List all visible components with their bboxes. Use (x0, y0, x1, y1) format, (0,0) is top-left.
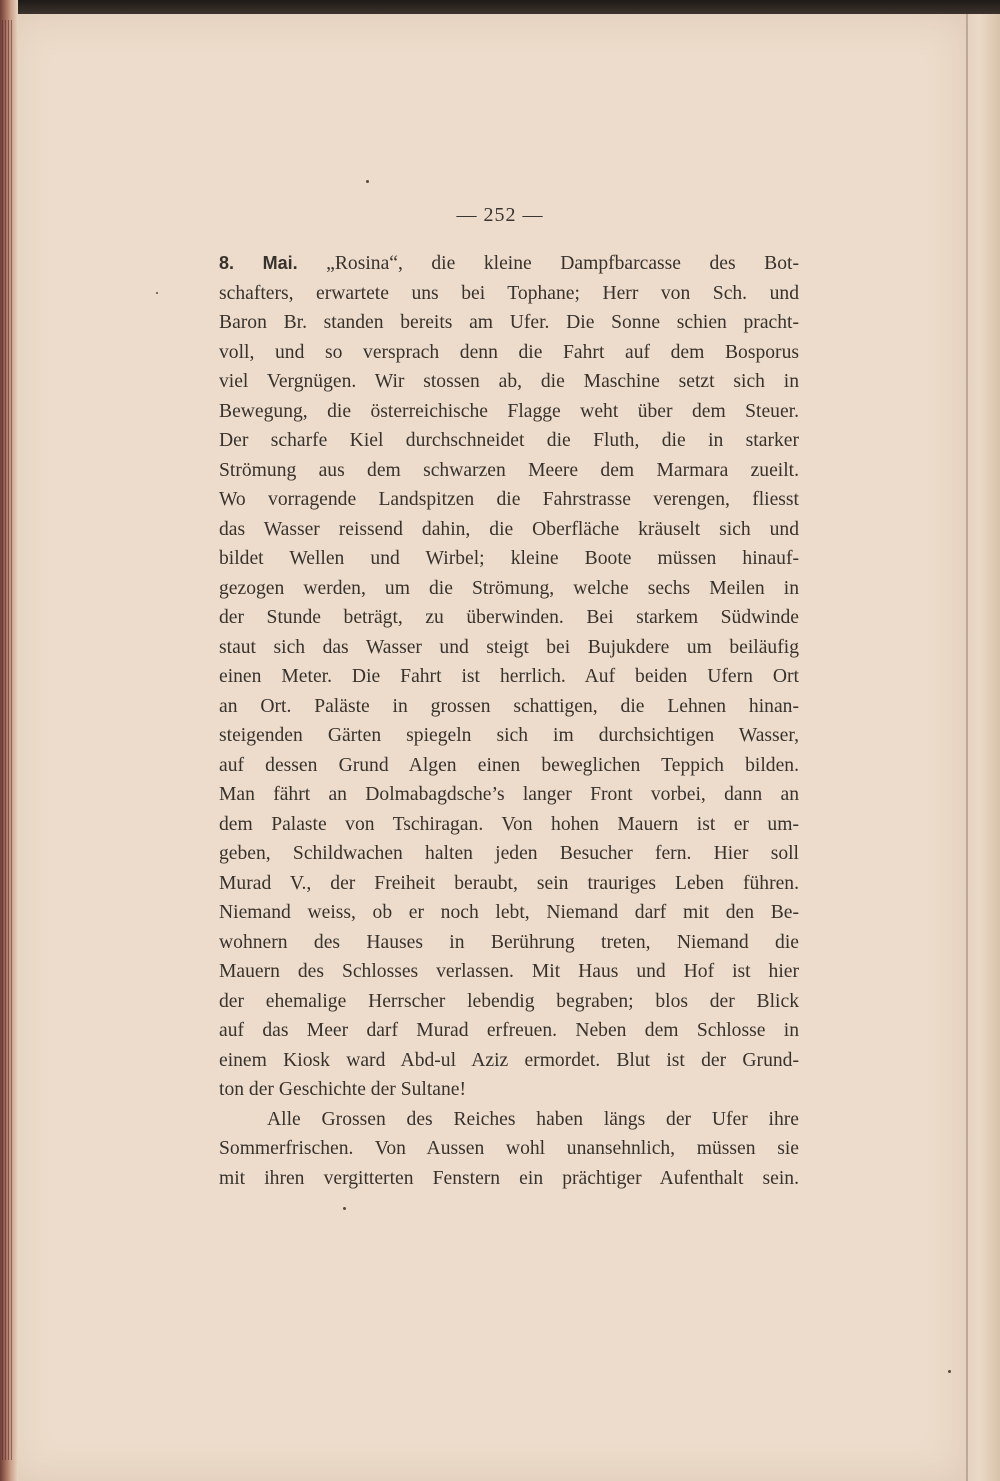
text-line: Murad V., der Freiheit beraubt, sein trauriges Leben führen. (219, 872, 799, 894)
text-line: einen Meter. Die Fahrt ist herrlich. Auf beiden Ufern Ort (219, 666, 799, 687)
text-line: Der scharfe Kiel durchschneidet die Fluth, die in starker (219, 430, 799, 451)
text-line: dem Palaste von Tschiragan. Von hohen Mauern ist er um- (219, 813, 799, 835)
text-line: ton der Geschichte der Sultane! (219, 1079, 467, 1100)
text-line: viel Vergnügen. Wir stossen ab, die Maschine setzt sich in (219, 371, 799, 392)
text-line: steigenden Gärten spiegeln sich im durchsichtigen Wasser, (219, 725, 799, 746)
text-line: an Ort. Paläste in grossen schattigen, die Lehnen hinan- (219, 695, 799, 717)
date-heading: 8. Mai. (219, 253, 298, 273)
text-line: bildet Wellen und Wirbel; kleine Boote müssen hinauf- (219, 548, 799, 569)
text-line: auf dessen Grund Algen einen beweglichen Teppich bilden. (219, 754, 799, 776)
text-line: voll, und so versprach denn die Fahrt auf dem Bosporus (219, 341, 799, 363)
text-line: der ehemalige Herrscher lebendig begraben; blos der Blick (219, 990, 799, 1012)
text-line: Strömung aus dem schwarzen Meere dem Marmara zueilt. (219, 459, 799, 481)
text-line: 8. Mai. „Rosina“, die kleine Dampfbarcasse des Bot- (219, 253, 799, 274)
text-line: Wo vorragende Landspitzen die Fahrstrasse verengen, fliesst (219, 489, 799, 510)
text-line: wohnern des Hauses in Berührung treten, Niemand die (219, 931, 799, 953)
text-line: gezogen werden, um die Strömung, welche sechs Meilen in (219, 577, 799, 599)
text-line: schafters, erwartete uns bei Tophane; Herr von Sch. und (219, 282, 799, 304)
spine-texture (2, 20, 12, 1460)
page-right-edge (966, 14, 1000, 1481)
text-line: einem Kiosk ward Abd-ul Aziz ermordet. Blut ist der Grund- (219, 1049, 799, 1071)
text-line: mit ihren vergitterten Fenstern ein prächtiger Aufenthalt sein. (219, 1167, 799, 1189)
text-line: Bewegung, die österreichische Flagge weht über dem Steuer. (219, 400, 799, 422)
text-line: Baron Br. standen bereits am Ufer. Die Sonne schien pracht- (219, 312, 799, 333)
text-line: Mauern des Schlosses verlassen. Mit Haus und Hof ist hier (219, 961, 799, 982)
text-line: staut sich das Wasser und steigt bei Bujukdere um beiläufig (219, 636, 799, 658)
text-line: das Wasser reissend dahin, die Oberfläche kräuselt sich und (219, 518, 799, 540)
top-shadow (0, 0, 1000, 14)
text-line: Man fährt an Dolmabagdsche’s langer Front vorbei, dann an (219, 784, 799, 805)
speck (366, 180, 369, 183)
body-text (219, 249, 799, 1193)
text-line: Alle Grossen des Reiches haben längs der Ufer ihre (267, 1108, 799, 1130)
text-line: Sommerfrischen. Von Aussen wohl unansehnlich, müssen sie (219, 1138, 799, 1159)
speck (948, 1370, 951, 1373)
speck (156, 292, 158, 294)
speck (343, 1207, 346, 1210)
text-line: der Stunde beträgt, zu überwinden. Bei starkem Südwinde (219, 607, 799, 628)
text-line: auf das Meer darf Murad erfreuen. Neben dem Schlosse in (219, 1020, 799, 1041)
text-line: Niemand weiss, ob er noch lebt, Niemand darf mit den Be- (219, 902, 799, 923)
page-number: — 252 — (456, 204, 544, 226)
text-line: geben, Schildwachen halten jeden Besucher fern. Hier soll (219, 843, 799, 864)
